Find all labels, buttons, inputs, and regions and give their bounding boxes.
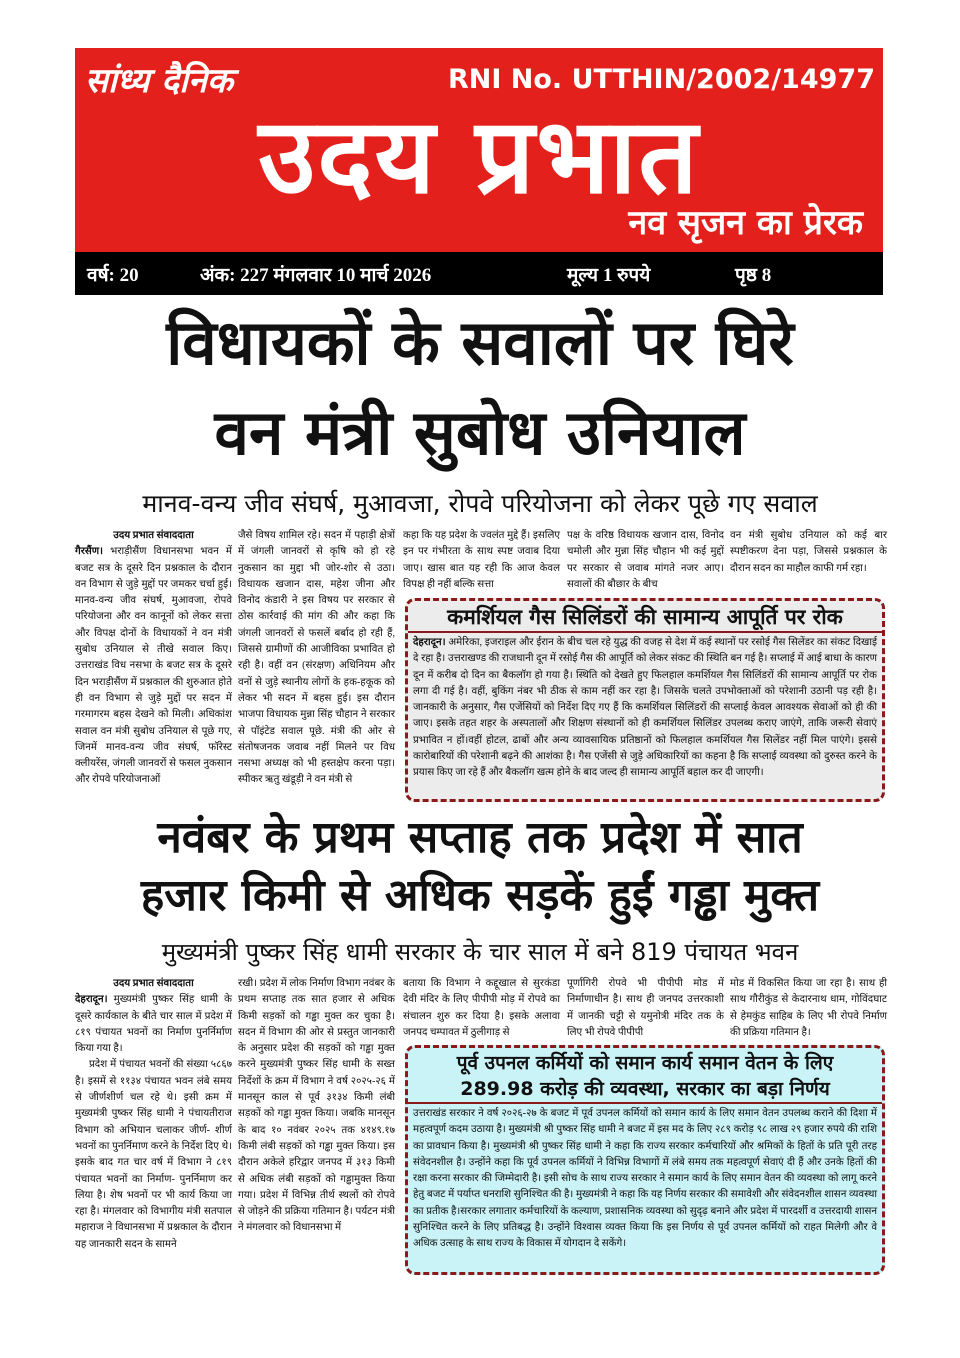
box2-title-line2: 289.98 करोड़ की व्यवस्था, सरकार का बड़ा निर्णय — [460, 1078, 830, 1100]
story1-column-5: वन मंत्री सुबोध उनियाल को कई बार स्पष्टीकरण देना पड़ा, जिससे प्रश्नकाल के दौरान सदन का माहौल काफी गर्म रहा। — [730, 530, 887, 574]
byline: उदय प्रभात संवाददाता — [113, 530, 194, 541]
issue-info-band — [75, 252, 883, 295]
rni-number: RNI No. UTTHIN/2002/14977 — [447, 64, 875, 95]
gas-cylinder-news-box — [405, 598, 885, 802]
box1-title: कमर्शियल गैस सिलिंडरों की सामान्य आपूर्ति पर रोक — [408, 603, 882, 633]
story2-column-2: रखी। प्रदेश में लोक निर्माण विभाग नवंबर के प्रथम सप्ताह तक सात हजार से अधिक किमी सड़कों को गड्ढा मुक्त कर चुका है। सदन में विभाग की ओर से प्रस्तुत जानकारी के अनुसार प्रदेश की सड़कों को गड्ढा मुक्त करने मुख्यमंत्री पुष्कर सिंह धामी के सख्त निर्देशों के क्रम में विभाग ने वर्ष २०२५-२६ में मानसून काल से पूर्व ३१३४ किमी लंबी सड़कों को गड्ढा मुक्त किया। जबकि मानसून के बाद १० नवंबर २०२५ तक ४१४९.१७ किमी लंबी सड़कों को गड्ढा मुक्त किया। इस दौरान अकेले हरिद्वार जनपद में ३१३ किमी से अधिक लंबी सड़कों को गड्ढामुक्त किया गया। प्रदेश में विभिन्न तीर्थ स्थलों को रोपवे से जोड़ने की प्रक्रिया गतिमान है। पर्यटन मंत्री ने मंगलवार को विधानसभा में — [238, 978, 395, 1234]
story1-column-2: जैसे विषय शामिल रहे। सदन में पहाड़ी क्षेत्रों में जंगली जानवरों से कृषि को हो रहे नुकसान का मुद्दा भी जोर-शोर से उठा। विधायक खजान दास, महेश जीना और विनोद कंडारी ने इस विषय पर सरकार से ठोस कार्रवाई की मांग की और कहा कि जंगली जानवरों से फसलें बर्बाद हो रही हैं, जिससे ग्रामीणों की आजीविका प्रभावित हो रही है। वहीं वन (संरक्षण) अधिनियम और वनों से जुड़े स्थानीय लोगों के हक-हकूक को लेकर भी सदन में बहस हुई। इस दौरान भाजपा विधायक मुन्ना सिंह चौहान ने सरकार से पॉइंटेड सवाल पूछे. मंत्री की ओर से संतोषजनक जवाब नहीं मिलने पर विध नसभा अध्यक्ष को भी हस्तक्षेप करना पड़ा। स्पीकर ऋतु खंडूड़ी ने वन मंत्री से — [238, 530, 395, 786]
upnl-employees-news-box — [405, 1045, 885, 1275]
story2-column-4: पूर्णागिरी रोपवे भी पीपीपी मोड में निर्माणाधीन है। साथ ही जनपद उत्तरकाशी में जानकी चट्टी से यमुनोत्री मंदिर तक के लिए भी रोपवे पीपीपी — [567, 978, 724, 1038]
box2-text: उत्तराखंड सरकार ने वर्ष २०२६-२७ के बजट में पूर्व उपनल कर्मियों को समान कार्य के लिए समान वेतन उपलब्ध कराने की दिशा में महत्वपूर्ण कदम उठाया है। मुख्यमंत्री श्री पुष्कर सिंह धामी ने बजट में इस मद के लिए २८९ करोड़ ९८ लाख २९ हजार रुपये की राशि का प्रावधान किया है। मुख्यमंत्री श्री पुष्कर सिंह धामी ने कहा कि राज्य सरकार कर्मचारियों और श्रमिकों के हितों के प्रति पूरी तरह संवेदनशील है। उन्होंने कहा कि पूर्व उपनल कर्मियों ने विभिन्न विभागों में लंबे समय तक महत्वपूर्ण सेवाएं दी हैं और उनके हितों की रक्षा करना सरकार की जिम्मेदारी है। इसी सोच के साथ राज्य सरकार ने समान कार्य के लिए समान वेतन की व्यवस्था को लागू करने हेतु बजट में पर्याप्त धनराशि सुनिश्चित की है। मुख्यमंत्री ने कहा कि यह निर्णय सरकार की समावेशी और संवेदनशील शासन व्यवस्था का प्रतीक है।सरकार लगातार कर्मचारियों के कल्याण, प्रशासनिक व्यवस्था को सुदृढ़ बनाने और प्रदेश में पारदर्शी व उत्तरदायी शासन सुनिश्चित करने के लिए प्रतिबद्ध है। उन्होंने विश्वास व्यक्त किया कि इस निर्णय से पूर्व उपनल कर्मियों को राहत मिलेगी और वे अधिक उत्साह के साथ राज्य के विकास में योगदान दे सकेंगे। — [413, 1108, 877, 1250]
story1-column-1 — [75, 528, 232, 789]
issue-date: अंक: 227 मंगलवार 10 मार्च 2026 — [200, 265, 432, 286]
masthead — [75, 48, 883, 252]
newspaper-name-logo: उदय प्रभात — [258, 95, 700, 217]
story2-headline-line1: नवंबर के प्रथम सप्ताह तक प्रदेश में सात — [157, 812, 803, 863]
story1-text: भराड़ीसैंण विधानसभा भवन में बजट सत्र के दूसरे दिन प्रश्नकाल के दौरान वन विभाग से जुड़े मुद्दों पर जमकर चर्चा हुई। मानव-वन्य जीव संघर्ष, मुआवजा, रोपवे परियोजना और वन कानूनों को लेकर सत्ता और विपक्ष दोनों के विधायकों ने वन मंत्री सुबोध उनियाल से तीखे सवाल किए। उत्तराखंड विध नसभा के बजट सत्र के दूसरे दिन भराड़ीसैंण में प्रश्नकाल की शुरुआत होते ही वन विभाग से जुड़े मुद्दों पर सदन में गरमागरम बहस देखने को मिली। अधिकांश सवाल वन मंत्री सुबोध उनियाल से पूछे गए, जिनमें मानव-वन्य जीव संघर्ष, फॉरेस्ट क्लीयरेंस, जंगली जानवरों से फसल नुकसान और रोपवे परियोजनाओं — [75, 546, 232, 786]
story1-column-3: कहा कि यह प्रदेश के ज्वलंत मुद्दे हैं। इसलिए इन पर गंभीरता के साथ स्पष्ट जवाब दिया जाए। खास बात यह रही कि आज केवल विपक्ष ही नहीं बल्कि सत्ता — [403, 530, 560, 590]
story2-column-1 — [75, 976, 232, 1253]
byline: उदय प्रभात संवाददाता — [113, 978, 194, 989]
masthead-tagline: सांध्य दैनिक — [85, 61, 233, 101]
story1-column-4: पक्ष के वरिष्ठ विधायक खजान दास, विनोद चमोली और मुन्ना सिंह चौहान भी कई मुद्दों पर सरकार से जवाब मांगते नजर आए। सवालों की बौछार के बीच — [567, 530, 724, 590]
story1-subhead: मानव-वन्य जीव संघर्ष, मुआवजा, रोपवे परियोजना को लेकर पूछे गए सवाल — [142, 489, 818, 518]
box1-text: अमेरिका, इजराइल और ईरान के बीच चल रहे युद्ध की वजह से देश में कई स्थानों पर रसोई गैस सिलेंडर का संकट दिखाई दे रहा है। उत्तराखण्ड की राजधानी दून में रसोई गैस की आपूर्ति को लेकर संकट की स्थिति बन गई है। सप्लाई में आई बाधा के कारण दून में करीब दो दिन का बैकलॉग हो गया है। स्थिति को देखते हुए फिलहाल कमर्शियल गैस सिलिंडरों की सामान्य आपूर्ति पर रोक लगा दी गई है। वहीं, बुकिंग नंबर भी ठीक से काम नहीं कर रहा है। जिसके चलते उपभोक्ताओं को परेशानी उठानी पड़ रही है।जानकारी के अनुसार, गैस एजेंसियों को निर्देश दिए गए हैं कि कमर्शियल सिलिंडरों की सप्लाई केवल आवश्यक सेवाओं को ही की जाए। इसके तहत शहर के अस्पतालों और शिक्षण संस्थानों को ही कमर्शियल सिलिंडर उपलब्ध कराए जाएंगे, ताकि जरूरी सेवाएं प्रभावित न हों।वहीं होटल, ढाबों और अन्य व्यावसायिक प्रतिष्ठानों को फिलहाल कमर्शियल गैस सिलेंडर नहीं मिल पाएंगे। इससे कारोबारियों की परेशानी बढ़ने की आशंका है। गैस एजेंसी से जुड़े अधिकारियों का कहना है कि सप्लाई व्यवस्था को दुरुस्त करने के प्रयास किए जा रहे हैं और बैकलॉग खत्म होने के बाद जल्द ही सामान्य आपूर्ति बहाल कर दी जाएगी। — [413, 637, 877, 779]
story2-paragraph-2: प्रदेश में पंचायत भवनों की संख्या ५८६७ है। इसमें से ११३४ पंचायत भवन लंबे समय से जीर्णशीर्ण चल रहे थे। इसी क्रम में मुख्यमंत्री पुष्कर सिंह धामी ने पंचायतीराज विभाग को अभियान चलाकर जीर्ण- शीर्ण भवनों का पुनर्निमाण करने के निर्देश दिए थे। इसके बाद गत चार वर्ष में विभाग ने ८१९ पंचायत भवनों का निर्माण- पुनर्निमाण कर लिया है। शेष भवनों पर भी कार्य किया जा रहा है। मंगलवार को विभागीय मंत्री सतपाल महाराज ने विधानसभा में प्रश्नकाल के दौरान यह जानकारी सदन के सामने — [75, 1059, 232, 1250]
story2-column-5: मोड में विकसित किया जा रहा है। साथ ही साथ गौरीकुंड से केदारनाथ धाम, गोविंदघाट से हेमकुंड साहिब के लिए भी रोपवे निर्माण की प्रक्रिया गतिमान है। — [730, 978, 887, 1038]
dateline: देहरादून। — [75, 994, 108, 1006]
page-number: पृष्ठ 8 — [735, 265, 772, 286]
box2-title-line1: पूर्व उपनल कर्मियों को समान कार्य समान वेतन के लिए — [456, 1052, 834, 1074]
dateline: गैरसैंण। — [75, 546, 104, 558]
price: मूल्य 1 रुपये — [567, 265, 651, 286]
box1-dateline: देहरादून। — [413, 637, 446, 648]
box2-title — [408, 1050, 882, 1104]
story2-headline-line2: हजार किमी से अधिक सड़कें हुईं गड्ढा मुक्त — [140, 870, 820, 921]
story2-subhead: मुख्यमंत्री पुष्कर सिंह धामी सरकार के चार साल में बने 819 पंचायत भवन — [161, 938, 799, 966]
story2-text: मुख्यमंत्री पुष्कर सिंह धामी के दूसरे कार्यकाल के बीते चार साल में प्रदेश में ८१९ पंचायत भवनों का निर्माण पुनर्निर्माण किया गया है। — [75, 994, 232, 1055]
story2-column-3: बताया कि विभाग ने कद्दूखाल से सुरकंडा देवी मंदिर के लिए पीपीपी मोड़ में रोपवे का संचालन शुरु कर दिया है। इसके अलावा जनपद चम्पावत में ठुलीगाड़ से — [403, 978, 560, 1038]
story1-headline-line2: वन मंत्री सुबोध उनियाल — [214, 396, 746, 469]
year: वर्ष: 20 — [87, 265, 139, 286]
story1-headline-line1: विधायकों के सवालों पर घिरे — [166, 306, 794, 379]
masthead-slogan: नव सृजन का प्रेरक — [628, 203, 863, 243]
